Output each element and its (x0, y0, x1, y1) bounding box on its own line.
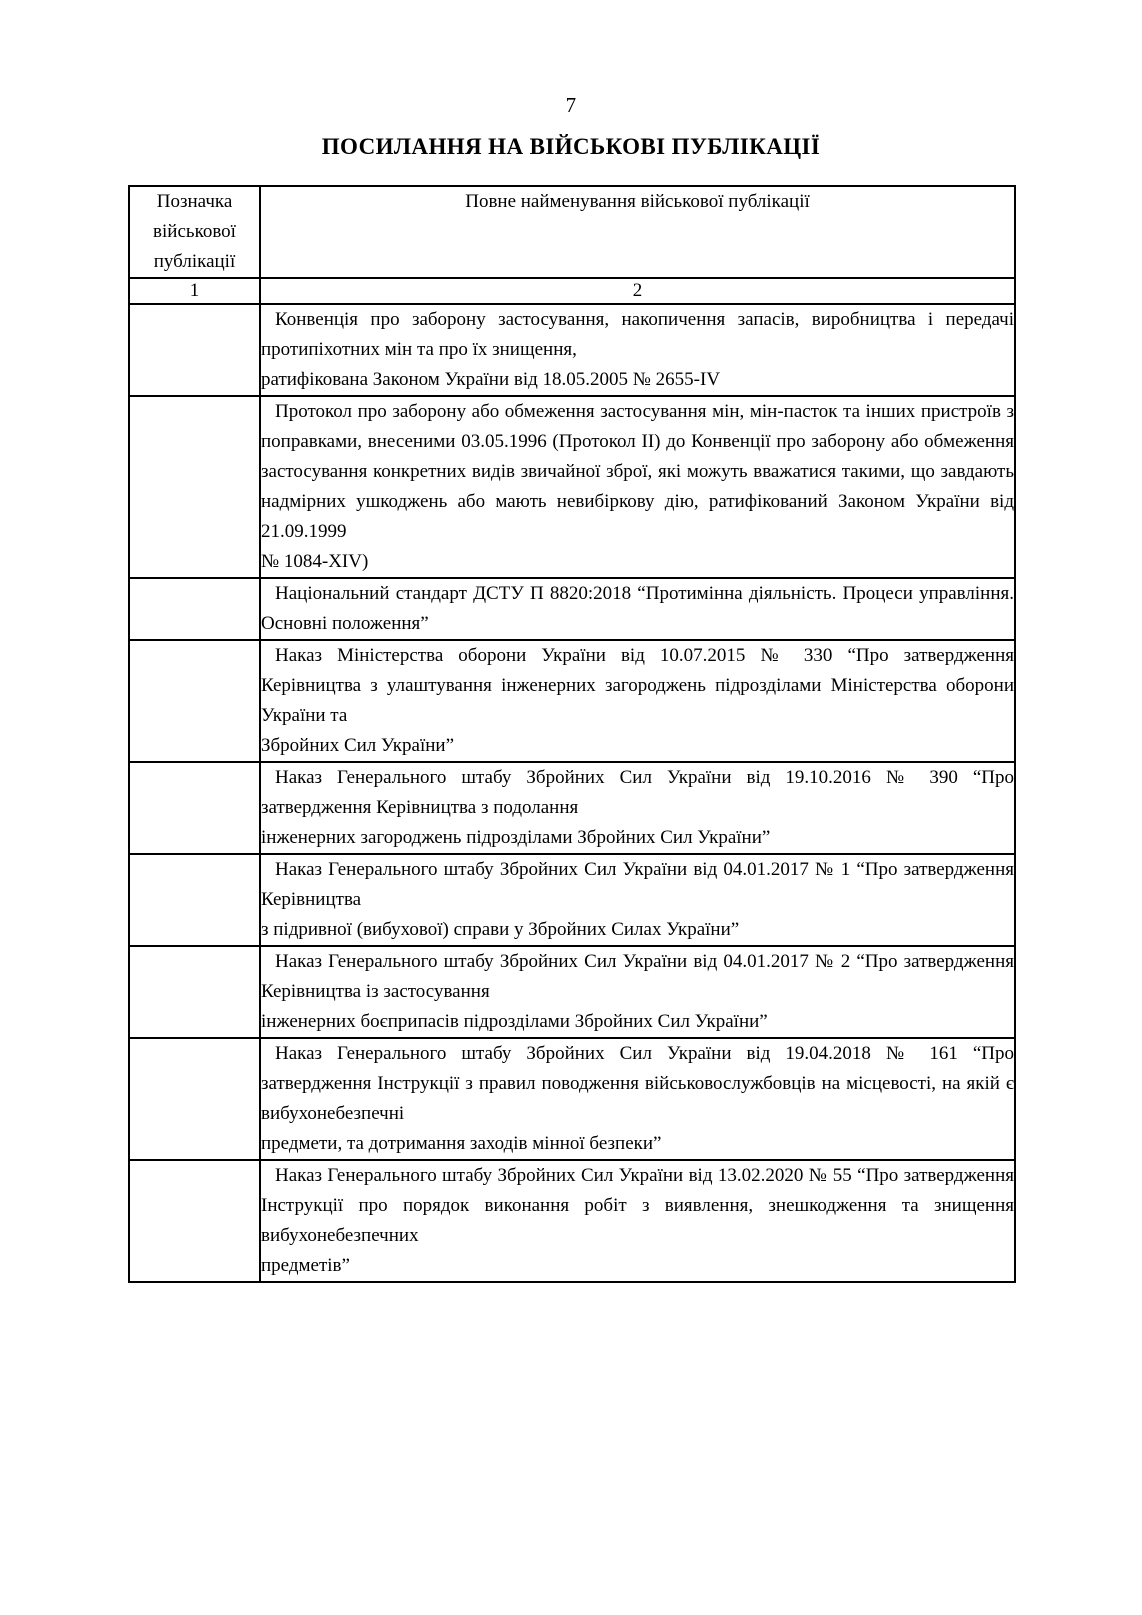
table-row (129, 1160, 1015, 1282)
column-header-full-name: Повне найменування військової публікації (260, 186, 1015, 278)
publication-paragraph: Збройних Сил України” (261, 735, 455, 756)
cell-publication-name (260, 1160, 1015, 1282)
publication-paragraph: з підривної (вибухової) справи у Збройних Силах України” (261, 919, 740, 940)
table-row (129, 762, 1015, 854)
cell-publication-tag (129, 1038, 260, 1160)
publication-paragraph: ратифікована Законом України від 18.05.2005 № 2655-IV (261, 369, 721, 390)
table-row (129, 640, 1015, 762)
publication-paragraph: Наказ Генерального штабу Збройних Сил України від 04.01.2017 № 1 “Про затвердження Керівництва (261, 859, 1014, 910)
page-title: ПОСИЛАННЯ НА ВІЙСЬКОВІ ПУБЛІКАЦІЇ (321, 134, 821, 159)
table-row (129, 304, 1015, 396)
publication-paragraph: інженерних загороджень підрозділами Збройних Сил України” (261, 827, 771, 848)
cell-publication-name (260, 396, 1015, 578)
cell-publication-tag (129, 1160, 260, 1282)
publication-paragraph: Національний стандарт ДСТУ П 8820:2018 “Протимінна діяльність. Процеси управління. Основні положення” (261, 583, 1014, 634)
cell-publication-name (260, 1038, 1015, 1160)
cell-publication-name (260, 946, 1015, 1038)
cell-publication-tag (129, 304, 260, 396)
table-head (129, 186, 1015, 304)
table-row (129, 946, 1015, 1038)
cell-publication-name (260, 854, 1015, 946)
column-header-tag: Позначка військової публікації (129, 186, 260, 278)
cell-publication-name (260, 578, 1015, 640)
publication-paragraph: предмети, та дотримання заходів мінної безпеки” (261, 1133, 662, 1154)
publication-paragraph: інженерних боєприпасів підрозділами Збройних Сил України” (261, 1011, 768, 1032)
cell-publication-tag (129, 946, 260, 1038)
cell-publication-tag (129, 640, 260, 762)
cell-publication-tag (129, 762, 260, 854)
publication-paragraph: Наказ Міністерства оборони України від 10.07.2015 № 330 “Про затвердження Керівництва з улаштування інженерних загороджень підрозділами Міністерства оборони України та (261, 645, 1014, 726)
publication-paragraph: Конвенція про заборону застосування, накопичення запасів, виробництва і передачі протипіхотних мін та про їх знищення, (261, 309, 1014, 360)
table-header-row (129, 186, 1015, 278)
publication-paragraph: Наказ Генерального штабу Збройних Сил України від 13.02.2020 № 55 “Про затвердження Інструкції про порядок виконання робіт з виявлення, знешкодження та знищення вибухонебезпечних (261, 1165, 1014, 1246)
publication-paragraph: Наказ Генерального штабу Збройних Сил України від 04.01.2017 № 2 “Про затвердження Керівництва із застосування (261, 951, 1014, 1002)
table-row (129, 396, 1015, 578)
cell-publication-tag (129, 578, 260, 640)
publication-paragraph: Протокол про заборону або обмеження застосування мін, мін-пасток та інших пристроїв з поправками, внесеними 03.05.1996 (Протокол II) до Конвенції про заборону або обмеження застосування конкретних видів звичайної зброї, які можуть вважатися такими, що завдають надмірних ушкоджень або мають невибіркову дію, ратифікований Законом України від 21.09.1999 (261, 401, 1014, 542)
cell-publication-name (260, 762, 1015, 854)
column-number-2: 2 (260, 278, 1015, 304)
cell-publication-tag (129, 396, 260, 578)
table-row (129, 1038, 1015, 1160)
table-body (129, 304, 1015, 1282)
cell-publication-name (260, 304, 1015, 396)
publication-paragraph: № 1084-XIV) (261, 551, 369, 572)
publication-paragraph: предметів” (261, 1255, 350, 1276)
table-row (129, 854, 1015, 946)
page-number: 7 (565, 93, 577, 117)
publications-table-wrapper (128, 185, 1014, 1283)
column-number-1: 1 (129, 278, 260, 304)
cell-publication-tag (129, 854, 260, 946)
table-row (129, 578, 1015, 640)
publication-paragraph: Наказ Генерального штабу Збройних Сил України від 19.04.2018 № 161 “Про затвердження Інструкції з правил поводження військовослужбовців на місцевості, на якій є вибухонебезпечні (261, 1043, 1014, 1124)
cell-publication-name (260, 640, 1015, 762)
table-column-number-row (129, 278, 1015, 304)
publication-paragraph: Наказ Генерального штабу Збройних Сил України від 19.10.2016 № 390 “Про затвердження Керівництва з подолання (261, 767, 1014, 818)
military-publications-table (128, 185, 1016, 1283)
